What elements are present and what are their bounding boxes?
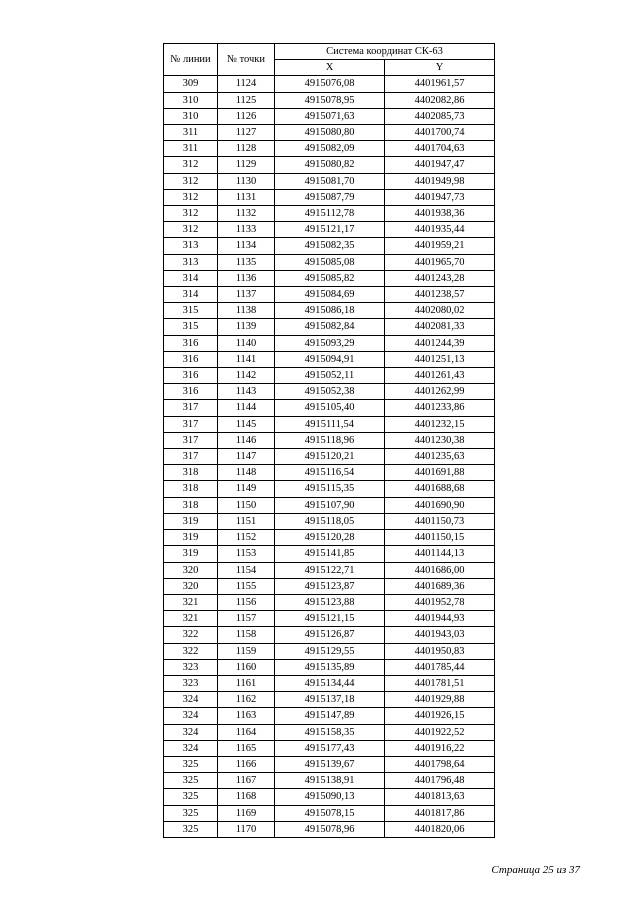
line-number-cell: 314 [164, 270, 218, 286]
y-coordinate-cell: 4401944,93 [385, 611, 495, 627]
x-coordinate-cell: 4915076,08 [275, 76, 385, 92]
line-number-cell: 324 [164, 740, 218, 756]
line-number-cell: 325 [164, 821, 218, 837]
line-number-cell: 324 [164, 692, 218, 708]
x-coordinate-cell: 4915090,13 [275, 789, 385, 805]
table-row [164, 611, 495, 627]
y-coordinate-cell: 4402080,02 [385, 303, 495, 319]
table-row [164, 789, 495, 805]
y-coordinate-cell: 4401688,68 [385, 481, 495, 497]
line-number-cell: 320 [164, 578, 218, 594]
point-number-cell: 1149 [218, 481, 275, 497]
table-row [164, 254, 495, 270]
y-coordinate-cell: 4402081,33 [385, 319, 495, 335]
point-number-cell: 1141 [218, 351, 275, 367]
line-number-cell: 317 [164, 416, 218, 432]
table-row [164, 562, 495, 578]
x-coordinate-cell: 4915080,80 [275, 125, 385, 141]
point-number-cell: 1163 [218, 708, 275, 724]
table-row [164, 708, 495, 724]
table-row [164, 692, 495, 708]
y-coordinate-cell: 4401922,52 [385, 724, 495, 740]
y-coordinate-cell: 4401150,15 [385, 530, 495, 546]
x-coordinate-cell: 4915107,90 [275, 497, 385, 513]
x-coordinate-cell: 4915126,87 [275, 627, 385, 643]
line-number-cell: 324 [164, 724, 218, 740]
y-coordinate-cell: 4401233,86 [385, 400, 495, 416]
line-number-cell: 319 [164, 546, 218, 562]
point-number-cell: 1138 [218, 303, 275, 319]
table-row [164, 481, 495, 497]
x-coordinate-cell: 4915129,55 [275, 643, 385, 659]
table-row [164, 513, 495, 529]
table-row [164, 238, 495, 254]
point-number-cell: 1157 [218, 611, 275, 627]
point-number-cell: 1135 [218, 254, 275, 270]
table-row [164, 384, 495, 400]
header-x: X [275, 60, 385, 76]
table-row [164, 659, 495, 675]
y-coordinate-cell: 4401965,70 [385, 254, 495, 270]
table-row [164, 546, 495, 562]
line-number-cell: 325 [164, 789, 218, 805]
header-coordinate-system: Система координат СК-63 [275, 44, 495, 60]
y-coordinate-cell: 4402082,86 [385, 92, 495, 108]
point-number-cell: 1166 [218, 756, 275, 772]
table-row [164, 335, 495, 351]
point-number-cell: 1156 [218, 594, 275, 610]
y-coordinate-cell: 4401947,47 [385, 157, 495, 173]
y-coordinate-cell: 4401781,51 [385, 675, 495, 691]
x-coordinate-cell: 4915078,15 [275, 805, 385, 821]
x-coordinate-cell: 4915111,54 [275, 416, 385, 432]
x-coordinate-cell: 4915120,28 [275, 530, 385, 546]
line-number-cell: 316 [164, 384, 218, 400]
y-coordinate-cell: 4401950,83 [385, 643, 495, 659]
y-coordinate-cell: 4401943,03 [385, 627, 495, 643]
point-number-cell: 1153 [218, 546, 275, 562]
line-number-cell: 319 [164, 513, 218, 529]
x-coordinate-cell: 4915078,95 [275, 92, 385, 108]
y-coordinate-cell: 4401689,36 [385, 578, 495, 594]
y-coordinate-cell: 4401949,98 [385, 173, 495, 189]
table-row [164, 530, 495, 546]
y-coordinate-cell: 4401938,36 [385, 206, 495, 222]
y-coordinate-cell: 4401817,86 [385, 805, 495, 821]
y-coordinate-cell: 4401959,21 [385, 238, 495, 254]
line-number-cell: 317 [164, 400, 218, 416]
y-coordinate-cell: 4401261,43 [385, 368, 495, 384]
table-row [164, 643, 495, 659]
line-number-cell: 318 [164, 481, 218, 497]
point-number-cell: 1127 [218, 125, 275, 141]
line-number-cell: 316 [164, 368, 218, 384]
page-number: Страница 25 из 37 [491, 864, 580, 876]
x-coordinate-cell: 4915112,78 [275, 206, 385, 222]
line-number-cell: 322 [164, 627, 218, 643]
x-coordinate-cell: 4915122,71 [275, 562, 385, 578]
line-number-cell: 323 [164, 659, 218, 675]
x-coordinate-cell: 4915085,08 [275, 254, 385, 270]
line-number-cell: 321 [164, 611, 218, 627]
point-number-cell: 1170 [218, 821, 275, 837]
point-number-cell: 1160 [218, 659, 275, 675]
table-row [164, 351, 495, 367]
x-coordinate-cell: 4915121,15 [275, 611, 385, 627]
line-number-cell: 312 [164, 206, 218, 222]
y-coordinate-cell: 4401820,06 [385, 821, 495, 837]
y-coordinate-cell: 4401262,99 [385, 384, 495, 400]
table-row [164, 432, 495, 448]
y-coordinate-cell: 4401238,57 [385, 287, 495, 303]
line-number-cell: 310 [164, 92, 218, 108]
x-coordinate-cell: 4915052,38 [275, 384, 385, 400]
line-number-cell: 311 [164, 125, 218, 141]
x-coordinate-cell: 4915137,18 [275, 692, 385, 708]
point-number-cell: 1161 [218, 675, 275, 691]
point-number-cell: 1148 [218, 465, 275, 481]
y-coordinate-cell: 4401251,13 [385, 351, 495, 367]
header-y: Y [385, 60, 495, 76]
x-coordinate-cell: 4915135,89 [275, 659, 385, 675]
line-number-cell: 323 [164, 675, 218, 691]
point-number-cell: 1155 [218, 578, 275, 594]
x-coordinate-cell: 4915082,84 [275, 319, 385, 335]
y-coordinate-cell: 4401785,44 [385, 659, 495, 675]
table-row [164, 76, 495, 92]
y-coordinate-cell: 4401926,15 [385, 708, 495, 724]
x-coordinate-cell: 4915084,69 [275, 287, 385, 303]
table-row [164, 270, 495, 286]
x-coordinate-cell: 4915115,35 [275, 481, 385, 497]
point-number-cell: 1139 [218, 319, 275, 335]
x-coordinate-cell: 4915118,05 [275, 513, 385, 529]
line-number-cell: 312 [164, 173, 218, 189]
line-number-cell: 311 [164, 141, 218, 157]
table-row [164, 222, 495, 238]
table-row [164, 465, 495, 481]
table-row [164, 157, 495, 173]
point-number-cell: 1125 [218, 92, 275, 108]
x-coordinate-cell: 4915118,96 [275, 432, 385, 448]
y-coordinate-cell: 4401704,63 [385, 141, 495, 157]
y-coordinate-cell: 4401690,90 [385, 497, 495, 513]
x-coordinate-cell: 4915121,17 [275, 222, 385, 238]
line-number-cell: 317 [164, 449, 218, 465]
table-row [164, 594, 495, 610]
table-body [164, 76, 495, 838]
header-line-number: № линии [164, 44, 218, 76]
table-row [164, 287, 495, 303]
point-number-cell: 1158 [218, 627, 275, 643]
line-number-cell: 310 [164, 108, 218, 124]
y-coordinate-cell: 4401144,13 [385, 546, 495, 562]
line-number-cell: 316 [164, 335, 218, 351]
y-coordinate-cell: 4401232,15 [385, 416, 495, 432]
point-number-cell: 1124 [218, 76, 275, 92]
line-number-cell: 321 [164, 594, 218, 610]
line-number-cell: 316 [164, 351, 218, 367]
point-number-cell: 1140 [218, 335, 275, 351]
x-coordinate-cell: 4915081,70 [275, 173, 385, 189]
point-number-cell: 1133 [218, 222, 275, 238]
point-number-cell: 1134 [218, 238, 275, 254]
x-coordinate-cell: 4915085,82 [275, 270, 385, 286]
x-coordinate-cell: 4915086,18 [275, 303, 385, 319]
line-number-cell: 319 [164, 530, 218, 546]
table-row [164, 368, 495, 384]
point-number-cell: 1151 [218, 513, 275, 529]
y-coordinate-cell: 4401686,00 [385, 562, 495, 578]
line-number-cell: 318 [164, 497, 218, 513]
header-point-number: № точки [218, 44, 275, 76]
table-row [164, 206, 495, 222]
line-number-cell: 317 [164, 432, 218, 448]
line-number-cell: 312 [164, 222, 218, 238]
point-number-cell: 1128 [218, 141, 275, 157]
table-row [164, 627, 495, 643]
line-number-cell: 315 [164, 303, 218, 319]
y-coordinate-cell: 4401796,48 [385, 773, 495, 789]
table-row [164, 675, 495, 691]
y-coordinate-cell: 4401244,39 [385, 335, 495, 351]
table-row [164, 773, 495, 789]
x-coordinate-cell: 4915139,67 [275, 756, 385, 772]
table-row [164, 756, 495, 772]
point-number-cell: 1143 [218, 384, 275, 400]
table-row [164, 724, 495, 740]
x-coordinate-cell: 4915158,35 [275, 724, 385, 740]
line-number-cell: 320 [164, 562, 218, 578]
table-row [164, 497, 495, 513]
point-number-cell: 1132 [218, 206, 275, 222]
x-coordinate-cell: 4915123,88 [275, 594, 385, 610]
point-number-cell: 1136 [218, 270, 275, 286]
y-coordinate-cell: 4401813,63 [385, 789, 495, 805]
x-coordinate-cell: 4915138,91 [275, 773, 385, 789]
x-coordinate-cell: 4915094,91 [275, 351, 385, 367]
table-row [164, 319, 495, 335]
x-coordinate-cell: 4915177,43 [275, 740, 385, 756]
table-row [164, 125, 495, 141]
point-number-cell: 1169 [218, 805, 275, 821]
line-number-cell: 315 [164, 319, 218, 335]
y-coordinate-cell: 4401952,78 [385, 594, 495, 610]
point-number-cell: 1129 [218, 157, 275, 173]
x-coordinate-cell: 4915134,44 [275, 675, 385, 691]
x-coordinate-cell: 4915116,54 [275, 465, 385, 481]
point-number-cell: 1145 [218, 416, 275, 432]
point-number-cell: 1130 [218, 173, 275, 189]
x-coordinate-cell: 4915087,79 [275, 189, 385, 205]
x-coordinate-cell: 4915147,89 [275, 708, 385, 724]
point-number-cell: 1152 [218, 530, 275, 546]
y-coordinate-cell: 4401230,38 [385, 432, 495, 448]
point-number-cell: 1167 [218, 773, 275, 789]
point-number-cell: 1126 [218, 108, 275, 124]
x-coordinate-cell: 4915105,40 [275, 400, 385, 416]
line-number-cell: 312 [164, 157, 218, 173]
line-number-cell: 318 [164, 465, 218, 481]
point-number-cell: 1142 [218, 368, 275, 384]
x-coordinate-cell: 4915120,21 [275, 449, 385, 465]
table-row [164, 740, 495, 756]
point-number-cell: 1159 [218, 643, 275, 659]
y-coordinate-cell: 4401916,22 [385, 740, 495, 756]
x-coordinate-cell: 4915141,85 [275, 546, 385, 562]
y-coordinate-cell: 4401700,74 [385, 125, 495, 141]
line-number-cell: 312 [164, 189, 218, 205]
x-coordinate-cell: 4915123,87 [275, 578, 385, 594]
x-coordinate-cell: 4915080,82 [275, 157, 385, 173]
x-coordinate-cell: 4915078,96 [275, 821, 385, 837]
y-coordinate-cell: 4401243,28 [385, 270, 495, 286]
table-row [164, 400, 495, 416]
coordinates-table [163, 43, 495, 838]
point-number-cell: 1150 [218, 497, 275, 513]
line-number-cell: 324 [164, 708, 218, 724]
line-number-cell: 325 [164, 756, 218, 772]
table-row [164, 92, 495, 108]
point-number-cell: 1162 [218, 692, 275, 708]
line-number-cell: 309 [164, 76, 218, 92]
table-row [164, 189, 495, 205]
table-row [164, 416, 495, 432]
y-coordinate-cell: 4401929,88 [385, 692, 495, 708]
y-coordinate-cell: 4401798,64 [385, 756, 495, 772]
x-coordinate-cell: 4915052,11 [275, 368, 385, 384]
table-header [164, 44, 495, 76]
y-coordinate-cell: 4402085,73 [385, 108, 495, 124]
point-number-cell: 1147 [218, 449, 275, 465]
table-row [164, 578, 495, 594]
point-number-cell: 1146 [218, 432, 275, 448]
x-coordinate-cell: 4915082,35 [275, 238, 385, 254]
table-row [164, 449, 495, 465]
point-number-cell: 1144 [218, 400, 275, 416]
line-number-cell: 322 [164, 643, 218, 659]
y-coordinate-cell: 4401947,73 [385, 189, 495, 205]
y-coordinate-cell: 4401235,63 [385, 449, 495, 465]
point-number-cell: 1165 [218, 740, 275, 756]
y-coordinate-cell: 4401935,44 [385, 222, 495, 238]
line-number-cell: 313 [164, 238, 218, 254]
y-coordinate-cell: 4401961,57 [385, 76, 495, 92]
x-coordinate-cell: 4915082,09 [275, 141, 385, 157]
table-row [164, 821, 495, 837]
point-number-cell: 1154 [218, 562, 275, 578]
line-number-cell: 325 [164, 773, 218, 789]
x-coordinate-cell: 4915071,63 [275, 108, 385, 124]
table-row [164, 141, 495, 157]
table-row [164, 173, 495, 189]
table-row [164, 303, 495, 319]
point-number-cell: 1168 [218, 789, 275, 805]
table-row [164, 108, 495, 124]
table-row [164, 805, 495, 821]
y-coordinate-cell: 4401150,73 [385, 513, 495, 529]
point-number-cell: 1131 [218, 189, 275, 205]
y-coordinate-cell: 4401691,88 [385, 465, 495, 481]
line-number-cell: 313 [164, 254, 218, 270]
x-coordinate-cell: 4915093,29 [275, 335, 385, 351]
point-number-cell: 1137 [218, 287, 275, 303]
point-number-cell: 1164 [218, 724, 275, 740]
line-number-cell: 314 [164, 287, 218, 303]
line-number-cell: 325 [164, 805, 218, 821]
